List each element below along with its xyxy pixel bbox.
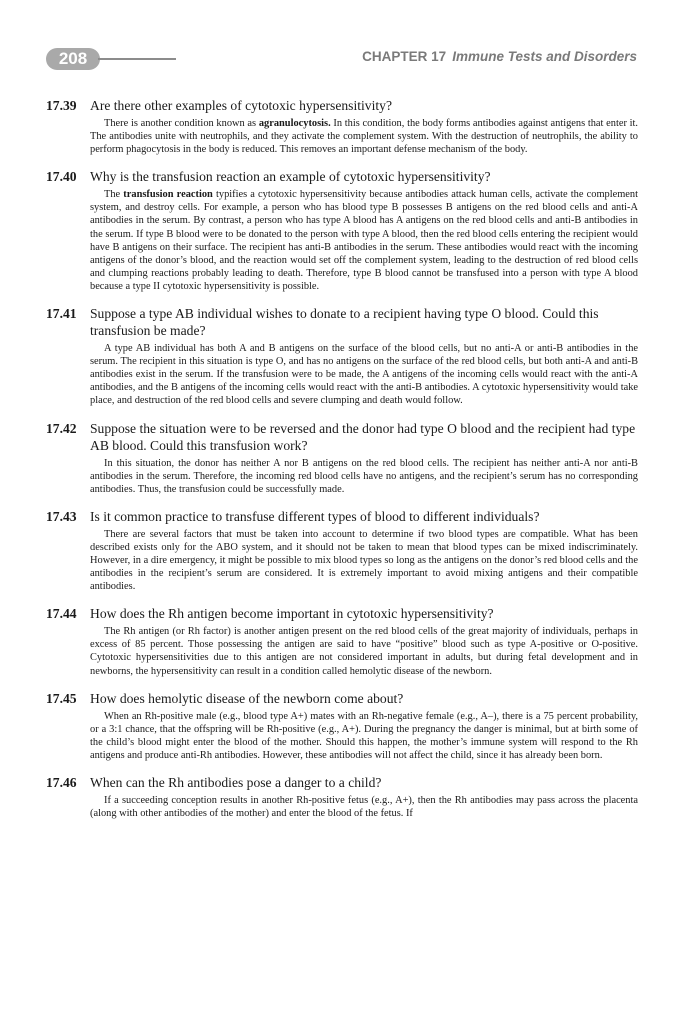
question-number: 17.45: [46, 690, 77, 706]
running-head: [362, 49, 637, 64]
answer: [46, 342, 638, 407]
header-rule: [98, 58, 176, 60]
answer-text: If a succeeding conception results in another Rh-positive fetus (e.g., A+), then the Rh antibodies may pass across the placenta (along with other antibodies of the mother) and enter the blood of the fetus. If: [90, 795, 638, 820]
question-number: 17.40: [46, 169, 77, 185]
question: [46, 690, 638, 707]
question-number: 17.46: [46, 775, 77, 790]
page-number-badge: 208: [46, 48, 100, 70]
question-number: 17.39: [46, 98, 77, 113]
answer: [46, 117, 638, 156]
answer: [46, 457, 638, 496]
answer-text: A type AB individual has both A and B antigens on the surface of the blood cells, but no anti-A or anti-B antibodies in the serum. The recipient in this situation is type O, and has no antigens on the surface of the red blood cells, but both anti-A and anti-B antibodies exist in the serum. If the transfusion were to be made, the A antigens of the incoming cells would react with the anti-A antibodies, and the B antigens of the incoming cells would react with the anti-B antibodies. A cytotoxic hypersensitivity would take place, and destruction of the red blood cells and severe clumping and death would follow.: [90, 343, 638, 407]
question-number: 17.41: [46, 306, 77, 322]
question-text: How does hemolytic disease of the newborn come about?: [90, 690, 404, 706]
question: [46, 774, 638, 791]
question: [46, 605, 638, 622]
question: [46, 168, 638, 185]
answer-text: The: [104, 189, 124, 201]
answer-text: There are several factors that must be taken into account to determine if two blood types are compatible. What has been described exists only for the ABO system, and it should not be taken to mean that blood types can be mixed indiscriminately. However, in a dire emergency, it might be possible to mix blood types so long as the antigens on the donor’s red blood cells and the antibodies in the recipient’s serum are considered. It is extremely important to avoid mixing antigens and their compatible antibodies.: [90, 528, 638, 593]
answer: [46, 625, 638, 677]
question: [46, 97, 638, 114]
qa-block-17-39: [46, 97, 638, 156]
page-content: [46, 97, 638, 832]
answer-text-rest: In this condition, the body forms antibodies against antigens that enter it. The antibodies unite with neutrophils, and they activate the complement system. With the destruction of neutrophils, the ability to perform phagocytosis in the body is reduced. This removes an important defense mechanism of the body.: [90, 118, 639, 156]
answer-text: When an Rh-positive male (e.g., blood type A+) mates with an Rh-negative female (e.g., A–), there is a 75 percent probability, or a 3:1 chance, that the offspring will be Rh-positive (e.g., A+). During the pregnancy the danger is minimal, but at birth some of the child’s blood might enter the blood of the mother. Should this happen, the mother’s immune system will respond to the Rh antigens and produce anti-Rh antibodies. However, these antibodies will not affect the child, since it has already been born.: [90, 710, 638, 761]
question-text: Are there other examples of cytotoxic hypersensitivity?: [90, 98, 392, 113]
qa-block-17-43: [46, 508, 638, 593]
answer-text: In this situation, the donor has neither A nor B antigens on the red blood cells. The recipient has neither anti-A nor anti-B antibodies in the serum. Therefore, the incoming red blood cells have no antigens, and the recipient’s serum has no corresponding antibodies. Thus, the transfusion could be successfully made.: [90, 457, 638, 495]
question-text: Is it common practice to transfuse different types of blood to different individuals?: [90, 508, 540, 524]
question: [46, 420, 638, 454]
qa-block-17-41: [46, 305, 638, 407]
chapter-label: CHAPTER 17: [362, 49, 447, 64]
chapter-title: Immune Tests and Disorders: [452, 49, 637, 64]
question-text: Suppose a type AB individual wishes to donate to a recipient having type O blood. Could this transfusion be made?: [90, 306, 599, 339]
question: [46, 508, 638, 525]
answer: [46, 794, 638, 820]
qa-block-17-45: [46, 690, 638, 762]
page-header: [0, 44, 683, 72]
question-number: 17.42: [46, 420, 77, 436]
qa-block-17-42: [46, 420, 638, 496]
answer-text: The Rh antigen (or Rh factor) is another antigen present on the red blood cells of the great majority of individuals, perhaps in excess of 85 percent. Those possessing the antigen are said to have “positive” blood such as type A-positive or O-positive. Cytotoxic hypersensitivities due to this antigen are not considered important in adults, but during fetal development and in newborns, the hypersensitivity can result in a condition called hemolytic disease of the newborn.: [90, 626, 638, 677]
answer-text-rest: typifies a cytotoxic hypersensitivity because antibodies attack human cells, activate the complement system, and destroy cells. For example, a person who has blood type B possesses B antigens on the red blood cells and anti-A antibodies in the serum. By contrast, a person who has type A blood has A antigens on the red blood cells and anti-B antibodies in the serum. If type B blood were to be donated to the person with type A blood, then the red blood cells entering the recipient would have B antigens on their surface. The recipient has anti-B antibodies in the serum. These antibodies would react with the incoming antigens of the donor’s blood, and the reaction would set off the complement system, leading to the destruction of red blood cells and clumping reactions probably leading to death. Therefore, type B blood cannot be transfused into a person with type A blood because a type II cytotoxic hypersensitivity is possible.: [90, 189, 638, 292]
question-text: Why is the transfusion reaction an example of cytotoxic hypersensitivity?: [90, 169, 491, 185]
answer: [46, 710, 638, 762]
answer-term: transfusion reaction: [123, 189, 213, 201]
qa-block-17-44: [46, 605, 638, 677]
question-number: 17.44: [46, 606, 77, 622]
question: [46, 305, 638, 339]
question-number: 17.43: [46, 508, 77, 524]
qa-block-17-46: [46, 774, 638, 820]
answer-text: There is another condition known as: [104, 118, 259, 129]
question-text: How does the Rh antigen become important in cytotoxic hypersensitivity?: [90, 606, 494, 622]
question-text: Suppose the situation were to be reversed and the donor had type O blood and the recipient had type AB blood. Could this transfusion work?: [90, 420, 636, 453]
answer-term: agranulocytosis.: [258, 118, 331, 129]
answer: [46, 528, 638, 593]
answer: [46, 188, 638, 293]
question-text: When can the Rh antibodies pose a danger to a child?: [90, 775, 382, 790]
qa-block-17-40: [46, 168, 638, 293]
